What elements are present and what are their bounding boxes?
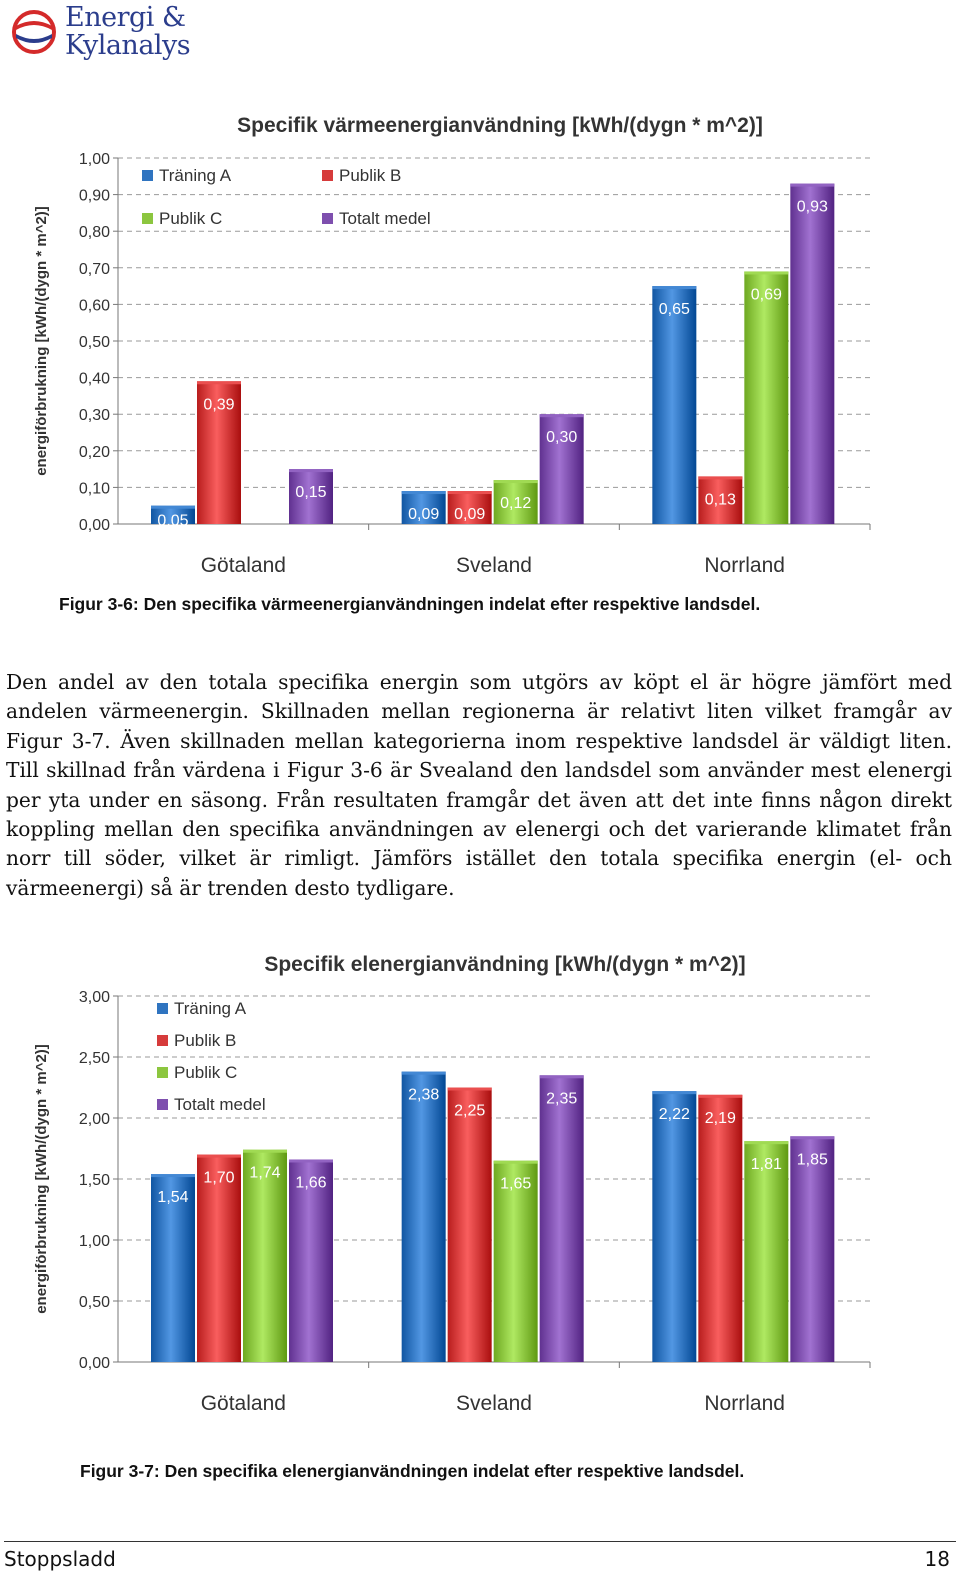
y-tick-label: 2,00: [78, 1111, 110, 1128]
x-category-label: Götaland: [200, 1392, 286, 1415]
x-category-label: Norrland: [704, 554, 785, 577]
bar-top: [448, 1088, 492, 1091]
data-label: 1,74: [249, 1164, 281, 1182]
legend-swatch: [157, 1067, 168, 1078]
bar-top: [197, 381, 241, 384]
body-paragraph: Den andel av den totala specifika energin som utgörs av köpt el är högre jämfört med andelen värmeenergin. Skillnaden mellan regionerna är relativt liten vilket framgår av Figur 3-7. Även skillnaden mellan kategorierna inom respektive landsdel är väldigt liten. Till skillnad från värdena i Figur 3-6 är Svealand den landsdel som använder mest elenergi per yta under en säsong. Från resultaten framgår det även att det inte finns någon direkt koppling mellan den specifika användningen av elenergi och det varierande klimatet från norr till söder, vilket är rimligt. Jämförs istället den totala specifika energin (el- och värmeenergi) så är trenden desto tydligare.: [6, 670, 952, 900]
data-label: 0,09: [454, 506, 486, 524]
data-label: 1,65: [500, 1175, 532, 1193]
bar-top: [744, 1141, 788, 1144]
data-label: 2,25: [454, 1102, 486, 1120]
bar-top: [652, 1091, 696, 1094]
bar-top: [151, 506, 195, 509]
x-category-label: Götaland: [200, 554, 286, 577]
electric-energy-chart: [0, 938, 960, 1428]
data-label: 0,65: [658, 301, 690, 319]
y-tick-label: 0,50: [78, 1294, 110, 1311]
data-label: 0,12: [500, 495, 532, 513]
data-label: 1,66: [295, 1174, 327, 1192]
legend-swatch: [322, 213, 333, 224]
y-tick-label: 0,60: [78, 297, 110, 315]
bar-top: [289, 469, 333, 472]
data-label: 0,15: [295, 484, 327, 502]
data-label: 1,81: [750, 1156, 782, 1174]
bar-top: [790, 184, 834, 187]
y-tick-label: 0,00: [78, 1355, 110, 1372]
y-tick-label: 3,00: [78, 989, 110, 1006]
bar-top: [494, 1161, 538, 1164]
y-tick-label: 0,00: [78, 517, 110, 534]
y-tick-label: 1,50: [78, 1172, 110, 1189]
data-label: 0,93: [796, 198, 828, 216]
data-label: 0,13: [704, 491, 736, 509]
legend-entry: Publik C: [159, 209, 223, 228]
y-tick-label: 1,00: [78, 1233, 110, 1250]
figure-caption-3-6: Figur 3-6: Den specifika värmeenergianvändningen indelat efter respektive landsdel.: [59, 594, 761, 614]
data-label: 0,05: [157, 512, 189, 530]
bar-top: [652, 286, 696, 289]
y-tick-label: 0,40: [78, 370, 110, 388]
chart-title: Specifik värmeenergianvändning [kWh/(dygn * m^2)]: [237, 114, 763, 137]
data-label: 1,54: [157, 1189, 189, 1207]
bar-träning-a: [652, 1091, 696, 1362]
data-label: 1,70: [203, 1169, 235, 1187]
x-category-label: Norrland: [704, 1392, 785, 1415]
legend-swatch: [322, 170, 333, 181]
data-label: 2,35: [546, 1090, 578, 1108]
logo-line-1: Energi &: [65, 2, 186, 33]
logo-emblem-icon: [10, 4, 60, 60]
y-tick-label: 0,30: [78, 407, 110, 425]
y-tick-label: 0,20: [78, 443, 110, 461]
x-category-label: Sveland: [456, 554, 532, 577]
bar-top: [540, 1075, 584, 1078]
legend-swatch: [157, 1035, 168, 1046]
bar-top: [289, 1159, 333, 1162]
chart-title: Specifik elenergianvändning [kWh/(dygn * m^2)]: [264, 953, 746, 976]
legend-entry: Totalt medel: [339, 209, 431, 228]
bar-träning-a: [652, 286, 696, 524]
logo-line-2: Kylanalys: [65, 30, 191, 61]
bar-top: [790, 1136, 834, 1139]
logo-text: [65, 4, 190, 60]
legend-swatch: [142, 170, 153, 181]
bar-publik-b: [698, 1095, 742, 1362]
bar-top: [698, 1095, 742, 1098]
y-tick-label: 0,10: [78, 480, 110, 498]
legend-entry: Träning A: [174, 999, 247, 1018]
bar-totalt-medel: [790, 184, 834, 524]
legend-entry: Publik B: [339, 166, 402, 185]
y-tick-label: 2,50: [78, 1050, 110, 1067]
company-logo: [10, 4, 210, 62]
footer-page-number: 18: [924, 1547, 950, 1571]
footer-divider: [4, 1541, 956, 1542]
legend-entry: Totalt medel: [174, 1095, 266, 1114]
bar-top: [197, 1155, 241, 1158]
bar-publik-c: [744, 271, 788, 524]
bar-top: [494, 480, 538, 483]
y-tick-label: 0,70: [78, 260, 110, 278]
data-label: 0,09: [408, 506, 440, 524]
bar-top: [698, 476, 742, 479]
bar-totalt-medel: [540, 1075, 584, 1362]
data-label: 2,22: [658, 1106, 690, 1124]
bar-top: [744, 271, 788, 274]
bar-top: [448, 491, 492, 494]
y-tick-label: 1,00: [78, 151, 110, 168]
legend-entry: Publik C: [174, 1063, 238, 1082]
legend-entry: Träning A: [159, 166, 232, 185]
bar-top: [402, 491, 446, 494]
data-label: 1,85: [796, 1151, 828, 1169]
bar-top: [243, 1150, 287, 1153]
bar-top: [402, 1072, 446, 1075]
heat-energy-chart: [0, 100, 960, 595]
legend-swatch: [157, 1003, 168, 1014]
bar-top: [151, 1174, 195, 1177]
legend-entry: Publik B: [174, 1031, 237, 1050]
y-tick-label: 0,80: [78, 224, 110, 242]
y-axis-label: energiförbrukning [kWh/(dygn * m^2)]: [33, 1044, 50, 1314]
y-tick-label: 0,50: [78, 334, 110, 351]
y-axis-label: energiförbrukning [kWh/(dygn * m^2)]: [33, 206, 50, 476]
bar-publik-c: [744, 1141, 788, 1362]
bar-top: [540, 414, 584, 417]
y-tick-label: 0,90: [78, 187, 110, 205]
data-label: 2,38: [408, 1086, 440, 1104]
bar-publik-b: [448, 1088, 492, 1363]
legend-swatch: [142, 213, 153, 224]
data-label: 0,69: [750, 286, 782, 304]
bar-totalt-medel: [790, 1136, 834, 1362]
data-label: 0,30: [546, 429, 578, 447]
footer-project-name: Stoppsladd: [4, 1547, 116, 1571]
figure-caption-3-7: Figur 3-7: Den specifika elenergianvändningen indelat efter respektive landsdel.: [80, 1461, 745, 1481]
legend-swatch: [157, 1099, 168, 1110]
data-label: 2,19: [704, 1109, 736, 1127]
x-category-label: Sveland: [456, 1392, 532, 1415]
data-label: 0,39: [203, 396, 235, 414]
bar-träning-a: [402, 1072, 446, 1362]
